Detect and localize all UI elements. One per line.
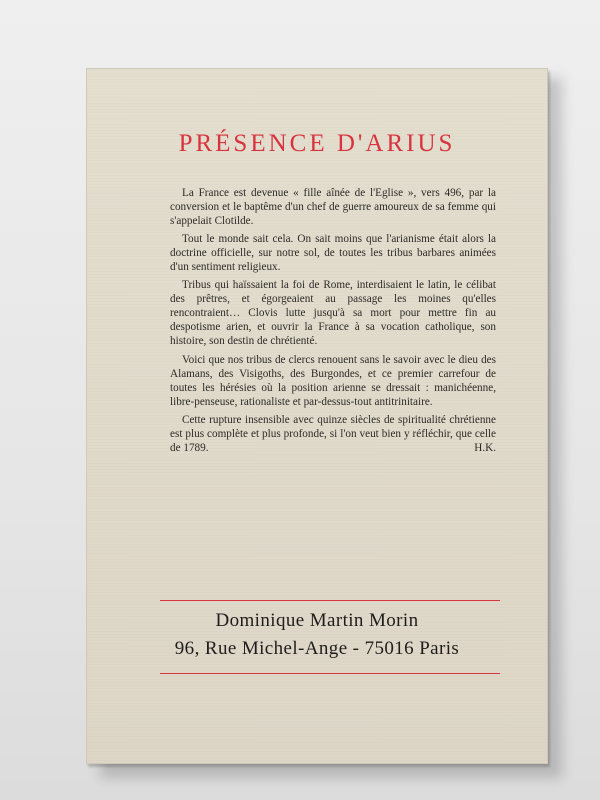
blurb-paragraph-4: Voici que nos tribus de clercs renouent sans le savoir avec le dieu des Alamans, des Visigoths, des Burgondes, et ce premier carrefour de toutes les hérésies où la position arienne se dressait : manichéenne, libre-penseuse, rationaliste et par-dessus-tout antitrinitaire. — [170, 353, 496, 408]
publisher-address: 96, Rue Michel-Ange - 75016 Paris — [174, 638, 460, 659]
book-back-cover — [86, 68, 548, 764]
red-rule-top — [160, 600, 500, 601]
blurb-text — [170, 186, 496, 459]
author-signature: H.K. — [474, 441, 496, 454]
blurb-paragraph-1: La France est devenue « fille aînée de l'Eglise », vers 496, par la conversion et le baptême d'un chef de guerre amoureux de sa femme qui s'appelait Clotilde. — [170, 187, 496, 228]
blurb-paragraph-2: Tout le monde sait cela. On sait moins que l'arianisme était alors la doctrine officielle, sur notre sol, de toutes les tribus barbares animées d'un sentiment religieux. — [170, 233, 496, 274]
blurb-paragraph-3: Tribus qui haïssaient la foi de Rome, interdisaient le latin, le célibat des prêtres, et égorgeaient au passage les moines qu'elles rencontraient… Clovis lutte jusqu'à sa mort pour mettre fin au despotisme arien, et ouvrir la France à sa vocation catholique, son histoire, son destin de chrétienté. — [170, 279, 496, 348]
blurb-paragraph-5-text: Cette rupture insensible avec quinze siècles de spiritualité chrétienne est plus complète et plus profonde, si l'on veut bien y réfléchir, que celle de 1789. — [170, 413, 496, 454]
publisher-name: Dominique Martin Morin — [215, 610, 419, 631]
book-title: PRÉSENCE D'ARIUS — [178, 130, 456, 157]
blurb-paragraph-5 — [170, 413, 496, 455]
red-rule-bottom — [160, 673, 500, 674]
